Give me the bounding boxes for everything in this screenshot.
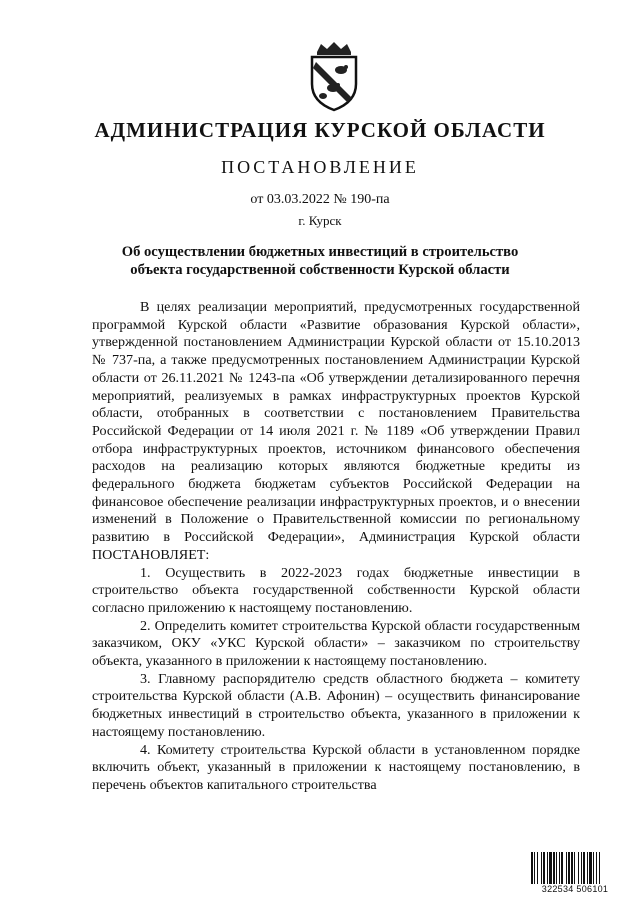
document-date-number: от 03.03.2022 № 190-па [250,192,390,207]
document-title-line-2: объекта государственной собственности Курской области [130,262,510,278]
barcode-number: 322534 506101 [530,884,620,894]
clause-4-paragraph: 4. Комитету строительства Курской области в установленном порядке включить объект, указанный в приложении к настоящему постановлению, в перечень объектов капитального строительства [92,741,580,793]
document-body [92,299,580,795]
preamble-paragraph: В целях реализации мероприятий, предусмотренных государственной программой Курской области «Развитие образования Курской области», утвержденной постановлением Администрации Курской области от 15.10.2013 № 737-па, а также предусмотренных постановлением Администрации Курской области от 26.11.2021 № 1243-па «Об утверждении детализированного перечня мероприятий, реализуемых в рамках инфраструктурных проектов Курской области, отобранных в соответствии с постановлением Правительства Российской Федерации от 14 июля 2021 г. № 1189 «Об утверждении Правил отбора инфраструктурных проектов, источником финансового обеспечения расходов на реализацию которых являются бюджетные кредиты из федерального бюджета бюджетам субъектов Российской Федерации на финансовое обеспечение реализации инфраструктурных проектов, и о внесении изменений в Положение о Правительственной комиссии по региональному развитию в Российской Федерации», Администрация Курской области ПОСТАНОВЛЯЕТ: [92,299,580,563]
coat-of-arms-icon [303,40,365,112]
clause-3-paragraph: 3. Главному распорядителю средств областного бюджета – комитету строительства Курской области (А.В. Афонин) – осуществить финансирование бюджетных инвестиций в строительство объекта, указанного в приложении к настоящему постановлению. [92,670,580,740]
clause-2-paragraph: 2. Определить комитет строительства Курской области государственным заказчиком, ОКУ «УКС Курской области» – заказчиком по строительству объекта, указанного в приложении к настоящему постановлению. [92,617,580,670]
clause-1-paragraph: 1. Осуществить в 2022-2023 годах бюджетные инвестиции в строительство объекта государственной собственности Курской области согласно приложению к настоящему постановлению. [92,564,580,616]
document-title-line-1: Об осуществлении бюджетных инвестиций в строительство [121,244,519,260]
barcode-icon [530,852,620,894]
document-title [100,243,540,279]
organization-title: АДМИНИСТРАЦИЯ КУРСКОЙ ОБЛАСТИ [94,118,546,142]
document-type: ПОСТАНОВЛЕНИЕ [221,157,419,177]
document-city: г. Курск [298,213,342,228]
